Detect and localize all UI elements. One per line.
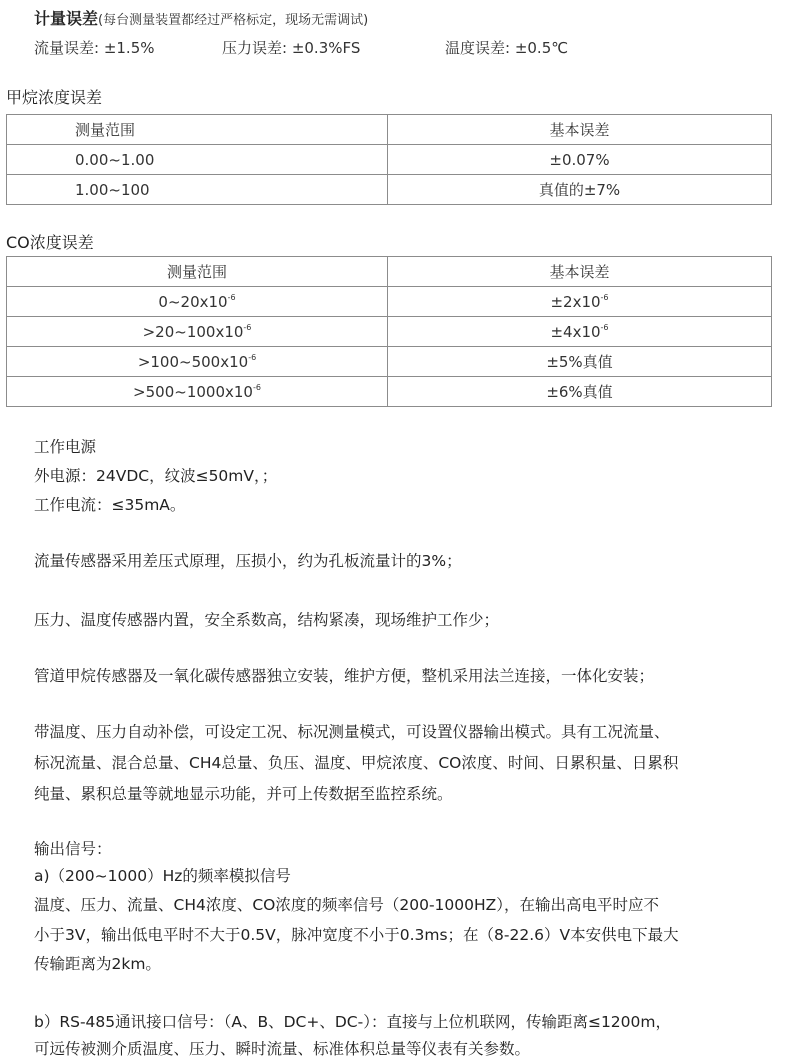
error-cell <box>388 377 772 407</box>
pressure-temp-text: 压力、温度传感器内置，安全系数高，结构紧凑，现场维护工作少； <box>34 611 500 629</box>
features-line-2: 标况流量、混合总量、CH4总量、负压、温度、甲烷浓度、CO浓度、时间、日累积量、日累积 <box>34 754 679 772</box>
range-exponent: -6 <box>252 382 261 392</box>
metering-title: 计量误差 <box>34 9 99 28</box>
co-table <box>6 256 772 407</box>
power-title: 工作电源 <box>34 438 97 456</box>
range-exponent: -6 <box>248 352 257 362</box>
error-value: ±4x10 <box>550 322 601 341</box>
pipeline-text: 管道甲烷传感器及一氧化碳传感器独立安装，维护方便，整机采用法兰连接，一体化安装； <box>34 667 655 685</box>
range-value: >500~1000x10 <box>133 382 253 401</box>
features-line-1: 带温度、压力自动补偿，可设定工况、标况测量模式，可设置仪器输出模式。具有工况流量、 <box>34 723 670 741</box>
flow-sensor-text: 流量传感器采用差压式原理，压损小，约为孔板流量计的3%； <box>34 552 462 570</box>
flow-error: 流量误差: ±1.5% <box>34 39 155 57</box>
range-exponent: -6 <box>243 322 252 332</box>
output-a-title: a)（200~1000）Hz的频率模拟信号 <box>34 867 291 885</box>
header-range: 测量范围 <box>7 115 388 145</box>
table-row <box>7 175 772 205</box>
table-row <box>7 317 772 347</box>
range-cell: 0.00~1.00 <box>7 145 388 175</box>
range-cell: 1.00~100 <box>7 175 388 205</box>
table-row <box>7 377 772 407</box>
range-exponent: -6 <box>227 292 236 302</box>
output-b-line-2: 可远传被测介质温度、压力、瞬时流量、标准体积总量等仪表有关参数。 <box>34 1040 531 1058</box>
range-value: >100~500x10 <box>137 352 249 371</box>
range-cell <box>7 347 388 377</box>
features-line-3: 纯量、累积总量等就地显示功能，并可上传数据至监控系统。 <box>34 785 453 803</box>
table-header-row <box>7 115 772 145</box>
table-row <box>7 287 772 317</box>
range-value: >20~100x10 <box>142 322 244 341</box>
header-error: 基本误差 <box>388 257 772 287</box>
co-title: CO浓度误差 <box>6 233 94 252</box>
methane-table <box>6 114 772 205</box>
error-cell <box>388 287 772 317</box>
error-cell: ±0.07% <box>388 145 772 175</box>
range-value: 0~20x10 <box>158 292 228 311</box>
output-a-line-3: 传输距离为2km。 <box>34 955 161 973</box>
table-row <box>7 145 772 175</box>
output-title: 输出信号： <box>34 840 112 858</box>
error-cell <box>388 317 772 347</box>
output-b-line-1: b）RS-485通讯接口信号：（A、B、DC+、DC-）：直接与上位机联网，传输距离≤1200m， <box>34 1013 671 1031</box>
metering-title-line <box>34 6 368 29</box>
methane-title: 甲烷浓度误差 <box>6 88 103 107</box>
error-value: ±5%真值 <box>546 353 613 371</box>
metering-note: (每台测量装置都经过严格标定，现场无需调试) <box>98 13 369 28</box>
temperature-error: 温度误差: ±0.5℃ <box>445 39 569 57</box>
table-header-row <box>7 257 772 287</box>
range-cell <box>7 287 388 317</box>
output-a-line-1: 温度、压力、流量、CH4浓度、CO浓度的频率信号（200-1000HZ），在输出高电平时应不 <box>34 896 660 914</box>
error-exponent: -6 <box>600 292 609 302</box>
range-cell <box>7 317 388 347</box>
range-cell <box>7 377 388 407</box>
error-value: ±2x10 <box>550 292 601 311</box>
output-a-line-2: 小于3V，输出低电平时不大于0.5V，脉冲宽度不小于0.3ms；在（8-22.6）V本安供电下最大 <box>34 926 679 944</box>
error-cell: 真值的±7% <box>388 175 772 205</box>
error-cell <box>388 347 772 377</box>
header-error: 基本误差 <box>388 115 772 145</box>
pressure-error: 压力误差: ±0.3%FS <box>222 39 361 57</box>
header-range: 测量范围 <box>7 257 388 287</box>
error-exponent: -6 <box>600 322 609 332</box>
power-current: 工作电流：≤35mA。 <box>34 496 186 514</box>
table-row <box>7 347 772 377</box>
power-external: 外电源：24VDC，纹波≤50mV，； <box>34 467 278 485</box>
error-value: ±6%真值 <box>546 383 613 401</box>
